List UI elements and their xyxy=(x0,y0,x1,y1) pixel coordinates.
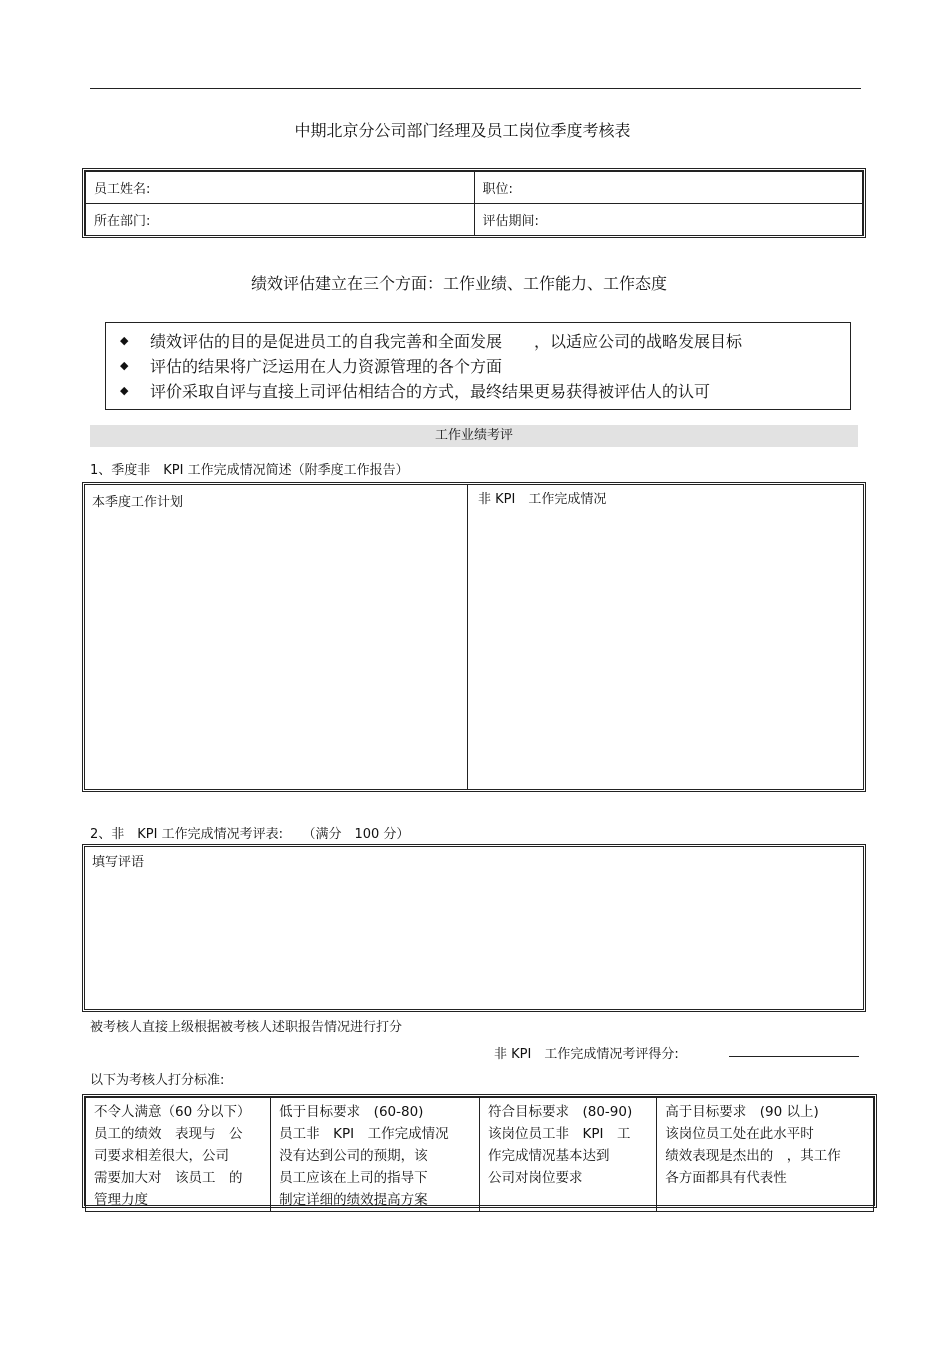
criteria-line: 员工应该在上司的指导下 xyxy=(279,1170,428,1186)
criteria-line: 员工非 KPI 工作完成情况 xyxy=(279,1126,449,1142)
criteria-line: 绩效表现是杰出的 ，其工作 xyxy=(665,1148,841,1164)
diamond-bullet-icon: ◆ xyxy=(120,334,129,347)
criteria-label: 以下为考核人打分标准: xyxy=(90,1073,225,1088)
non-kpi-completion-cell[interactable] xyxy=(468,485,863,789)
period-field[interactable] xyxy=(474,204,863,236)
diamond-bullet-icon: ◆ xyxy=(120,384,129,397)
comment-box[interactable] xyxy=(82,844,866,1012)
page-title: 中期北京分公司部门经理及员工岗位季度考核表 xyxy=(294,121,631,140)
purpose-bullet-box xyxy=(105,322,851,410)
period-label: 评估期间: xyxy=(482,214,539,229)
criteria-cell xyxy=(271,1098,480,1212)
criteria-line: 该岗位员工非 KPI 工 xyxy=(487,1126,631,1142)
comment-label: 填写评语 xyxy=(92,855,145,870)
employee-name-label: 员工姓名: xyxy=(94,182,151,197)
criteria-line: 各方面都具有代表性 xyxy=(665,1170,787,1186)
criteria-cell xyxy=(657,1098,874,1212)
criteria-cell xyxy=(479,1098,656,1212)
work-plan-label: 本季度工作计划 xyxy=(92,495,184,510)
bullet-text: 评估的结果将广泛运用在人力资源管理的各个方面 xyxy=(150,357,503,376)
criteria-line: 没有达到公司的预期，该 xyxy=(279,1148,428,1164)
scoring-criteria-table xyxy=(82,1094,877,1208)
bullet-item xyxy=(120,328,850,353)
position-label: 职位: xyxy=(482,182,513,197)
section2-heading: 2、非 KPI 工作完成情况考评表: （满分 100 分） xyxy=(90,827,410,842)
criteria-line: 需要加大对 该员工 的 xyxy=(94,1170,243,1186)
department-label: 所在部门: xyxy=(94,214,151,229)
criteria-header: 符合目标要求 (80-90) xyxy=(487,1104,633,1120)
top-rule xyxy=(90,88,861,89)
work-plan-cell[interactable] xyxy=(85,485,468,789)
bullet-text: 绩效评估的目的是促进员工的自我完善和全面发展 ，以适应公司的战略发展目标 xyxy=(150,332,743,351)
scoring-note: 被考核人直接上级根据被考核人述职报告情况进行打分 xyxy=(90,1020,403,1035)
section-band: 工作业绩考评 xyxy=(90,425,858,447)
work-plan-table xyxy=(82,482,866,792)
criteria-header: 低于目标要求 (60-80) xyxy=(279,1104,424,1120)
non-kpi-completion-label: 非 KPI 工作完成情况 xyxy=(478,492,607,507)
score-input-line[interactable] xyxy=(729,1056,859,1057)
score-label: 非 KPI 工作完成情况考评得分: xyxy=(494,1047,679,1062)
criteria-header: 高于目标要求 (90 以上) xyxy=(665,1104,819,1120)
criteria-line: 管理力度 xyxy=(94,1192,148,1208)
diamond-bullet-icon: ◆ xyxy=(120,359,129,372)
section1-heading: 1、季度非 KPI 工作完成情况简述（附季度工作报告） xyxy=(90,463,409,478)
employee-info-table xyxy=(82,168,866,238)
criteria-header: 不令人满意（60 分以下） xyxy=(94,1104,251,1120)
position-field[interactable] xyxy=(474,172,863,204)
criteria-line: 员工的绩效 表现与 公 xyxy=(94,1126,243,1142)
criteria-line: 司要求相差很大，公司 xyxy=(94,1148,229,1164)
aspects-heading: 绩效评估建立在三个方面：工作业绩、工作能力、工作态度 xyxy=(250,274,667,293)
criteria-line: 制定详细的绩效提高方案 xyxy=(279,1192,428,1208)
criteria-cell xyxy=(86,1098,271,1212)
criteria-line: 该岗位员工处在此水平时 xyxy=(665,1126,814,1142)
criteria-line: 公司对岗位要求 xyxy=(487,1170,583,1186)
criteria-line: 作完成情况基本达到 xyxy=(487,1148,610,1164)
bullet-item xyxy=(120,353,850,378)
employee-name-field[interactable] xyxy=(86,172,475,204)
department-field[interactable] xyxy=(86,204,475,236)
bullet-text: 评价采取自评与直接上司评估相结合的方式，最终结果更易获得被评估人的认可 xyxy=(150,382,711,401)
bullet-item xyxy=(120,378,850,403)
